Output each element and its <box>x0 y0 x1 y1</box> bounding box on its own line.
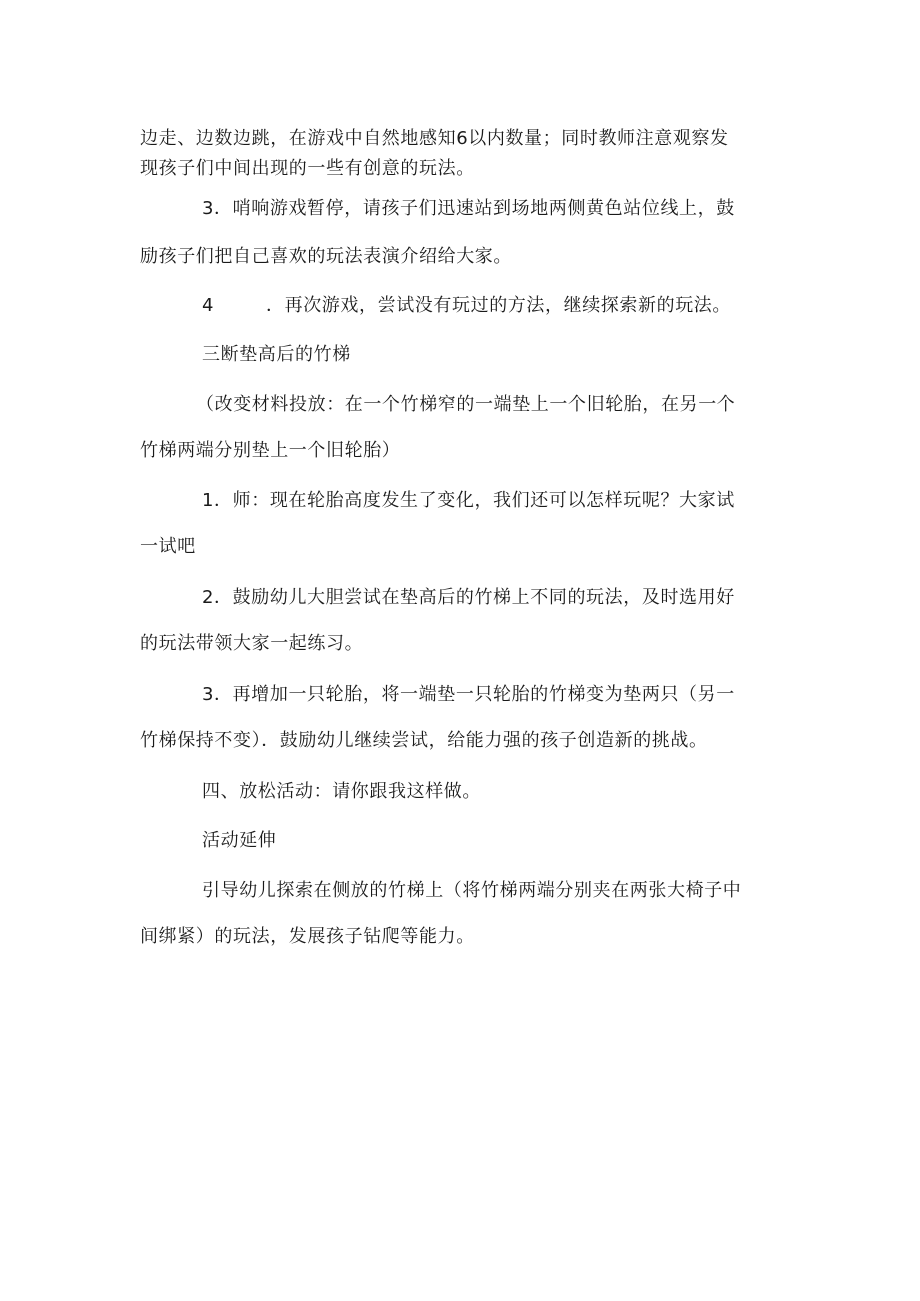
text-line: 竹梯保持不变）．鼓励幼儿继续尝试，给能力强的孩子创造新的挑战。 <box>140 730 708 751</box>
paragraph <box>140 777 790 807</box>
section-heading <box>140 340 790 370</box>
text-line: 现孩子们中间出现的一些有创意的玩法。 <box>140 158 475 179</box>
text-line: 间绑紧）的玩法，发展孩子钻爬等能力。 <box>140 926 475 947</box>
text-line: 2．鼓励幼儿大胆尝试在垫高后的竹梯上不同的玩法，及时选用好 <box>202 587 735 608</box>
text-line: 引导幼儿探索在侧放的竹梯上（将竹梯两端分别夹在两张大椅子中 <box>202 880 742 901</box>
paragraph <box>140 680 790 756</box>
paragraph <box>140 124 790 184</box>
text-line: 3．哨响游戏暂停，请孩子们迅速站到场地两侧黄色站位线上，鼓 <box>202 198 735 219</box>
text-line <box>140 291 790 321</box>
text-line: 竹梯两端分别垫上一个旧轮胎） <box>140 440 401 461</box>
list-text: ．再次游戏，尝试没有玩过的方法，继续探索新的玩法。 <box>266 295 731 316</box>
list-number: 4 <box>202 295 215 316</box>
text-line: （改变材料投放：在一个竹梯窄的一端垫上一个旧轮胎，在另一个 <box>196 394 736 415</box>
text-line: 三断垫高后的竹梯 <box>202 344 351 365</box>
text-line: 励孩子们把自己喜欢的玩法表演介绍给大家。 <box>140 246 512 267</box>
text-line: 活动延伸 <box>202 830 277 851</box>
text-line: 1．师：现在轮胎高度发生了变化，我们还可以怎样玩呢？大家试 <box>202 490 735 511</box>
text-line: 一试吧 <box>140 536 196 557</box>
text-line: 四、放松活动：请你跟我这样做。 <box>202 781 481 802</box>
text-line: 边走、边数边跳，在游戏中自然地感知6以内数量；同时教师注意观察发 <box>140 128 729 149</box>
paragraph <box>140 194 790 272</box>
paragraph <box>140 291 790 321</box>
paragraph <box>140 390 790 466</box>
text-line: 的玩法带领大家一起练习。 <box>140 633 364 654</box>
text-line: 3．再增加一只轮胎，将一端垫一只轮胎的竹梯变为垫两只（另一 <box>202 684 735 705</box>
paragraph <box>140 583 790 659</box>
section-heading <box>140 826 790 856</box>
paragraph <box>140 876 790 952</box>
paragraph <box>140 486 790 562</box>
